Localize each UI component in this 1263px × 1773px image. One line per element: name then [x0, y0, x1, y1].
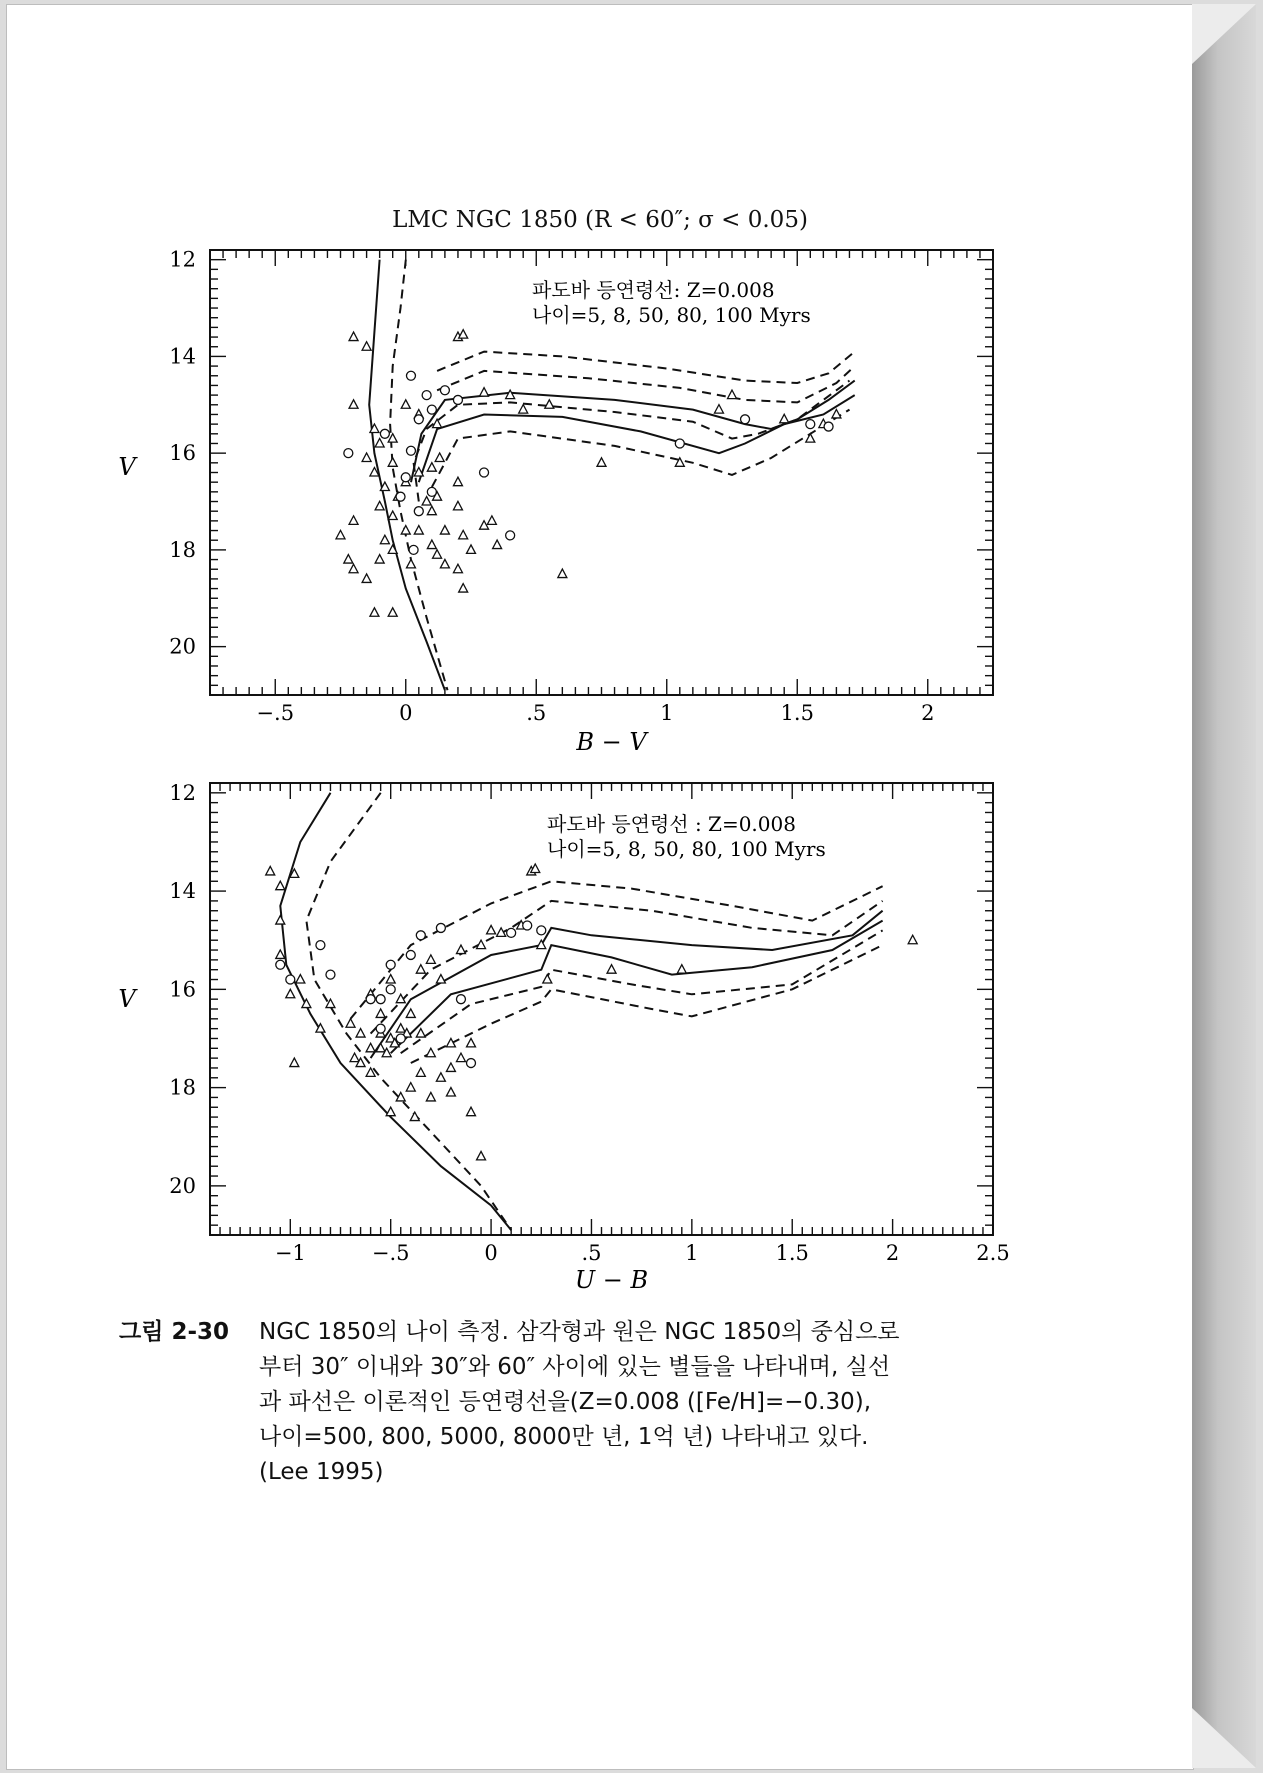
- isochrone-dashed: [371, 901, 883, 1034]
- isochrone-dashed: [411, 945, 883, 1063]
- triangle-marker: [459, 584, 468, 593]
- figure-plots: [7, 5, 1193, 1305]
- triangle-marker: [433, 550, 442, 559]
- circle-marker: [453, 395, 462, 404]
- triangle-marker: [806, 434, 815, 443]
- legend-line: 파도바 등연령선: Z=0.008: [532, 278, 775, 302]
- triangle-marker: [349, 516, 358, 525]
- triangle-marker: [467, 1107, 476, 1116]
- triangle-marker: [406, 1083, 415, 1092]
- triangle-marker: [908, 935, 917, 944]
- circle-marker: [344, 449, 353, 458]
- triangle-marker: [519, 405, 528, 414]
- x-tick-label: 1: [685, 1241, 699, 1265]
- triangle-marker: [344, 555, 353, 564]
- triangle-marker: [370, 608, 379, 617]
- caption-line: 과 파선은 이론적인 등연령선을(Z=0.008 ([Fe/H]=−0.30),: [259, 1389, 872, 1415]
- triangle-marker: [376, 1009, 385, 1018]
- triangle-marker: [480, 388, 489, 397]
- x-tick-label: .5: [526, 701, 547, 725]
- circle-marker: [326, 970, 335, 979]
- isochrone-dashed: [351, 881, 883, 1019]
- y-tick-label: 20: [169, 1173, 196, 1198]
- circle-marker: [396, 1034, 405, 1043]
- isochrone-dashed: [401, 930, 883, 1053]
- circle-marker: [401, 473, 410, 482]
- triangle-marker: [375, 555, 384, 564]
- circle-marker: [416, 931, 425, 940]
- x-tick-label: 0: [484, 1241, 498, 1265]
- triangle-marker: [467, 545, 476, 554]
- page-edge-decoration: [1192, 4, 1256, 1768]
- isochrone-dashed: [437, 366, 855, 402]
- triangle-marker: [386, 1107, 395, 1116]
- triangle-marker: [477, 1151, 486, 1160]
- x-tick-label: .5: [581, 1241, 602, 1265]
- circle-marker: [276, 960, 285, 969]
- legend-line: 나이=5, 8, 50, 80, 100 Myrs: [532, 303, 811, 327]
- caption-line: 부터 30″ 이내와 30″와 60″ 사이에 있는 별들을 나타내며, 실선: [259, 1354, 891, 1380]
- triangle-marker: [467, 1038, 476, 1047]
- triangle-marker: [543, 975, 552, 984]
- x-tick-label: 2.5: [976, 1241, 1010, 1265]
- circle-marker: [506, 531, 515, 540]
- x-tick-label: 1: [660, 701, 674, 725]
- triangle-marker: [276, 916, 285, 925]
- x-tick-label: 2: [885, 1241, 900, 1265]
- circle-marker: [406, 446, 415, 455]
- legend-line: 나이=5, 8, 50, 80, 100 Myrs: [547, 837, 826, 861]
- triangle-marker: [349, 332, 358, 341]
- circle-marker: [427, 405, 436, 414]
- y-tick-label: 16: [169, 441, 196, 466]
- caption-line: 나이=500, 800, 5000, 8000만 년, 1억 년) 나타내고 있다.: [259, 1424, 869, 1450]
- x-tick-label: 1.5: [775, 1241, 809, 1265]
- triangle-marker: [375, 501, 384, 510]
- caption-line: NGC 1850의 나이 측정. 삼각형과 원은 NGC 1850의 중심으로: [259, 1319, 900, 1345]
- triangle-marker: [427, 540, 436, 549]
- circle-marker: [396, 492, 405, 501]
- triangle-marker: [453, 477, 462, 486]
- triangle-marker: [780, 414, 789, 423]
- circle-marker: [456, 995, 465, 1004]
- circle-marker: [406, 371, 415, 380]
- triangle-marker: [426, 1092, 435, 1101]
- y-tick-label: 12: [169, 247, 196, 272]
- triangle-marker: [401, 400, 410, 409]
- circle-marker: [386, 985, 395, 994]
- chart-panel-1: [118, 248, 993, 756]
- triangle-marker: [440, 526, 449, 535]
- triangle-marker: [346, 1019, 355, 1028]
- triangle-marker: [545, 400, 554, 409]
- triangle-marker: [401, 526, 410, 535]
- circle-marker: [480, 468, 489, 477]
- book-page: [6, 4, 1194, 1770]
- circle-marker: [414, 507, 423, 516]
- triangle-marker: [406, 1009, 415, 1018]
- triangle-marker: [597, 458, 606, 467]
- triangle-marker: [558, 569, 567, 578]
- circle-marker: [376, 1024, 385, 1033]
- triangle-marker: [388, 458, 397, 467]
- triangle-marker: [440, 559, 449, 568]
- triangle-marker: [426, 955, 435, 964]
- x-axis-label: B − V: [576, 728, 647, 756]
- y-tick-label: 18: [169, 537, 196, 562]
- triangle-marker: [350, 1053, 359, 1062]
- circle-marker: [376, 995, 385, 1004]
- circle-marker: [523, 921, 532, 930]
- triangle-marker: [349, 400, 358, 409]
- circle-marker: [741, 415, 750, 424]
- triangle-marker: [349, 564, 358, 573]
- triangle-marker: [435, 453, 444, 462]
- chart-panel-2: [118, 781, 1009, 1294]
- triangle-marker: [375, 438, 384, 447]
- triangle-marker: [436, 1073, 445, 1082]
- isochrone-dashed: [437, 352, 855, 383]
- circle-marker: [286, 975, 295, 984]
- y-tick-label: 14: [169, 879, 196, 904]
- triangle-marker: [427, 463, 436, 472]
- circle-marker: [386, 960, 395, 969]
- triangle-marker: [422, 497, 431, 506]
- triangle-marker: [416, 965, 425, 974]
- triangle-marker: [607, 965, 616, 974]
- isochrone-solid: [411, 381, 855, 483]
- caption-body: [259, 1315, 1004, 1490]
- triangle-marker: [396, 1024, 405, 1033]
- y-tick-label: 16: [169, 977, 196, 1002]
- circle-marker: [406, 950, 415, 959]
- x-tick-label: 0: [399, 701, 413, 725]
- triangle-marker: [362, 453, 371, 462]
- isochrone-dashed: [414, 381, 850, 502]
- triangle-marker: [414, 526, 423, 535]
- legend-line: 파도바 등연령선 : Z=0.008: [547, 812, 796, 836]
- triangle-marker: [296, 975, 305, 984]
- circle-marker: [366, 995, 375, 1004]
- triangle-marker: [406, 559, 415, 568]
- circle-marker: [507, 928, 516, 937]
- figure-title: LMC NGC 1850 (R < 60″; σ < 0.05): [392, 207, 808, 233]
- circle-marker: [316, 941, 325, 950]
- y-tick-label: 12: [169, 780, 196, 805]
- circle-marker: [409, 545, 418, 554]
- triangle-marker: [266, 866, 275, 875]
- triangle-marker: [728, 390, 737, 399]
- y-axis-label: V: [118, 453, 136, 481]
- triangle-marker: [446, 1063, 455, 1072]
- triangle-marker: [506, 390, 515, 399]
- triangle-marker: [446, 1088, 455, 1097]
- circle-marker: [675, 439, 684, 448]
- x-tick-label: −1: [274, 1241, 306, 1265]
- triangle-marker: [487, 516, 496, 525]
- triangle-marker: [356, 1029, 365, 1038]
- triangle-marker: [427, 506, 436, 515]
- triangle-marker: [362, 574, 371, 583]
- x-tick-label: 2: [921, 701, 935, 725]
- x-tick-label: 1.5: [780, 701, 814, 725]
- triangle-marker: [410, 1112, 419, 1121]
- triangle-marker: [388, 511, 397, 519]
- triangle-marker: [714, 405, 723, 414]
- triangle-marker: [380, 535, 389, 544]
- triangle-marker: [487, 925, 496, 934]
- x-tick-label: −.5: [371, 1241, 410, 1265]
- triangle-marker: [276, 950, 285, 959]
- y-tick-label: 14: [169, 344, 196, 369]
- caption-label: 그림 2-30: [119, 1319, 229, 1345]
- circle-marker: [806, 420, 815, 429]
- triangle-marker: [459, 330, 468, 339]
- triangle-marker: [456, 945, 465, 954]
- triangle-marker: [436, 975, 445, 984]
- triangle-marker: [433, 419, 442, 428]
- y-axis-label: V: [118, 985, 136, 1013]
- triangle-marker: [459, 530, 468, 539]
- circle-marker: [824, 422, 833, 431]
- triangle-marker: [336, 530, 345, 539]
- y-tick-label: 18: [169, 1075, 196, 1100]
- triangle-marker: [366, 1043, 375, 1052]
- triangle-marker: [456, 1053, 465, 1062]
- triangle-marker: [416, 1068, 425, 1077]
- triangle-marker: [416, 1029, 425, 1038]
- triangle-marker: [276, 881, 285, 890]
- isochrone-solid: [280, 793, 511, 1230]
- caption-line: (Lee 1995): [259, 1459, 384, 1485]
- circle-marker: [422, 391, 431, 400]
- triangle-marker: [426, 1048, 435, 1057]
- circle-marker: [427, 487, 436, 496]
- x-tick-label: −.5: [256, 701, 295, 725]
- triangle-marker: [362, 342, 371, 351]
- circle-marker: [537, 926, 546, 935]
- y-tick-label: 20: [169, 634, 196, 659]
- circle-marker: [436, 923, 445, 932]
- circle-marker: [380, 429, 389, 438]
- triangle-marker: [290, 1058, 299, 1067]
- triangle-marker: [677, 965, 686, 974]
- triangle-marker: [286, 989, 295, 998]
- triangle-marker: [832, 409, 841, 418]
- circle-marker: [440, 386, 449, 395]
- triangle-marker: [386, 975, 395, 984]
- triangle-marker: [453, 501, 462, 510]
- triangle-marker: [388, 608, 397, 617]
- triangle-marker: [493, 540, 502, 549]
- x-axis-label: U − B: [574, 1266, 649, 1294]
- circle-marker: [414, 415, 423, 424]
- circle-marker: [467, 1059, 476, 1068]
- triangle-marker: [453, 564, 462, 573]
